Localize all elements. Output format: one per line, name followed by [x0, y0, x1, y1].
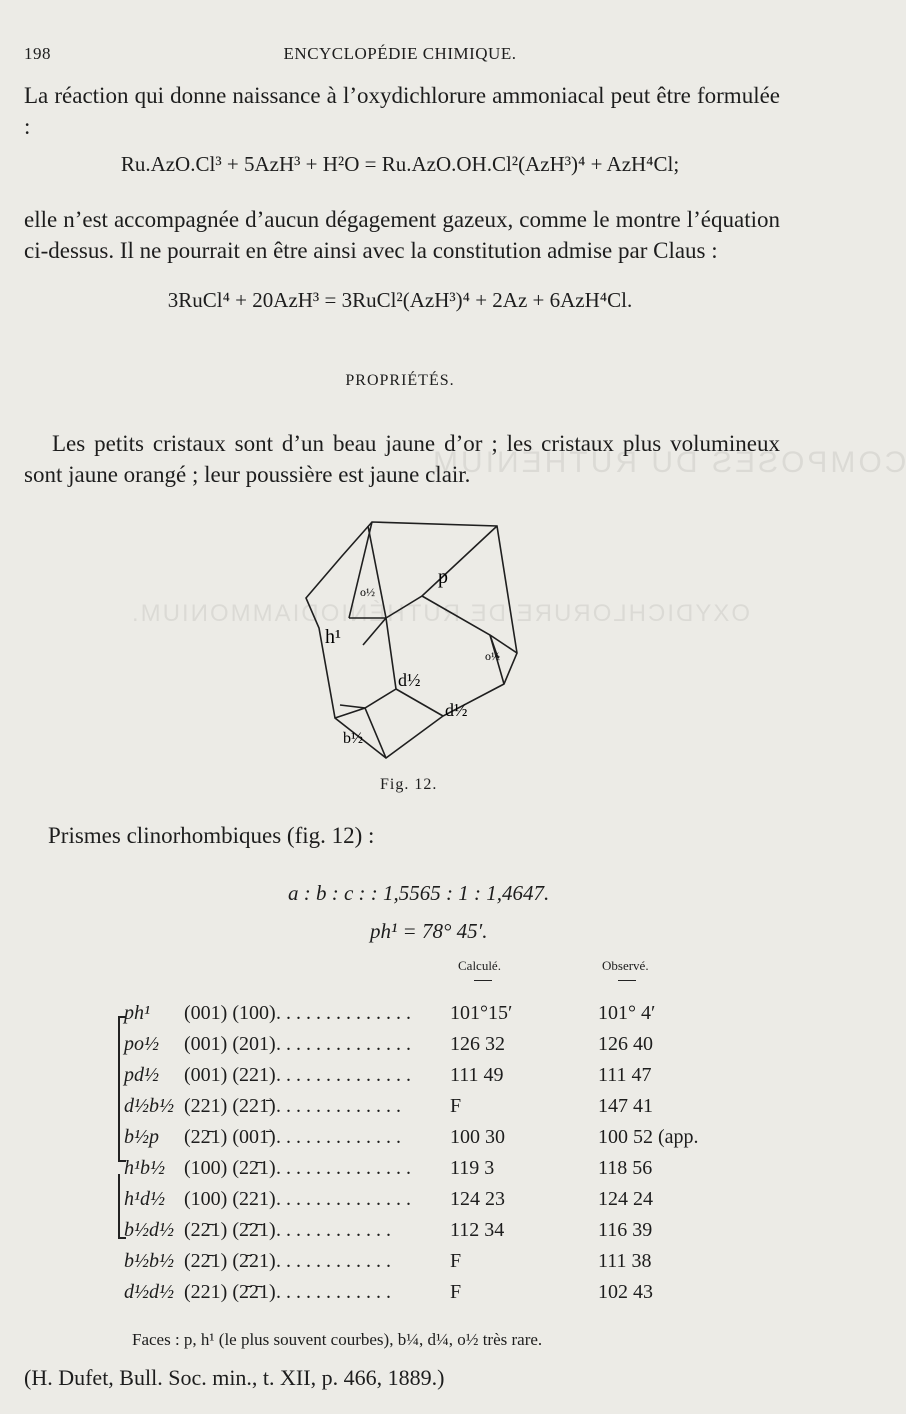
face-label-h1: h¹ — [325, 626, 341, 648]
miller-indices: (221) (221̄) — [184, 1095, 276, 1117]
calculated-value: F — [450, 1095, 462, 1117]
observed-value: 111 47 — [598, 1064, 652, 1086]
observed-value: 100 52 (app. — [598, 1126, 699, 1148]
calculated-value: 111 49 — [450, 1064, 504, 1086]
face-label-o-half-top: o½ — [360, 585, 375, 599]
faces-note: Faces : p, h¹ (le plus souvent courbes), b¼, d¼, o½ très rare. — [132, 1330, 543, 1349]
axial-ratio: a : b : c : : 1,5565 : 1 : 1,4647. — [288, 881, 550, 905]
observed-value: 126 40 — [598, 1033, 653, 1055]
face-pair: po½ — [124, 1033, 159, 1055]
miller-indices: (001) (201) — [184, 1033, 276, 1055]
face-pair: b½d½ — [124, 1219, 174, 1241]
table-row — [124, 1002, 784, 1033]
face-pair: b½b½ — [124, 1250, 174, 1272]
face-label-p: p — [438, 566, 448, 588]
face-pair: d½d½ — [124, 1281, 174, 1303]
equation-2: 3RuCl⁴ + 20AzH³ = 3RuCl²(AzH³)⁴ + 2Az + 6AzH⁴Cl. — [167, 288, 633, 312]
column-header-calculated: Calculé. — [458, 958, 501, 973]
miller-indices: (001) (100) — [184, 1002, 276, 1024]
column-header-observed: Observé. — [602, 958, 649, 973]
table-row — [124, 1188, 784, 1219]
miller-indices: (22̄1) (2̄21) — [184, 1250, 276, 1272]
face-label-b-half: b½ — [343, 730, 363, 747]
miller-indices: (001) (221) — [184, 1064, 276, 1086]
leader-dots: . . . . . . . . . . . . . . — [276, 1064, 411, 1086]
face-label-d-half-center: d½ — [398, 670, 421, 690]
crystal-intro: Prismes clinorhombiques (fig. 12) : — [48, 823, 375, 848]
miller-indices: (100) (22̄1) — [184, 1157, 276, 1179]
crystal-figure — [290, 508, 530, 770]
calculated-value: 100 30 — [450, 1126, 505, 1148]
leader-dots: . . . . . . . . . . . . — [276, 1219, 391, 1241]
leader-dots: . . . . . . . . . . . . . . — [276, 1002, 411, 1024]
page-number: 198 — [24, 44, 51, 63]
observed-value: 147 41 — [598, 1095, 653, 1117]
bleed-through-subheading: OXYDICHLORURE DE RUTHÉNIODIAMMONIUM. — [130, 600, 751, 627]
calculated-value: 119 3 — [450, 1157, 495, 1179]
table-row — [124, 1250, 784, 1281]
leader-dots: . . . . . . . . . . . . . . — [276, 1188, 411, 1210]
calculated-value: 101°15′ — [450, 1002, 513, 1024]
equation-1: Ru.AzO.Cl³ + 5AzH³ + H²O = Ru.AzO.OH.Cl²(AzH³)⁴ + AzH⁴Cl; — [120, 152, 680, 176]
properties-paragraph: Les petits cristaux sont d’un beau jaune d’or ; les cristaux plus volumineux sont jaune orangé ; leur poussière est jaune clair. — [24, 431, 780, 487]
intro-paragraph: La réaction qui donne naissance à l’oxydichlorure ammoniacal peut être formulée : — [24, 83, 780, 139]
table-row — [124, 1219, 784, 1250]
leader-dots: . . . . . . . . . . . . . . — [276, 1157, 411, 1179]
leader-dots: . . . . . . . . . . . . . — [276, 1126, 401, 1148]
table-row — [124, 1095, 784, 1126]
face-pair: b½p — [124, 1126, 159, 1148]
running-title: ENCYCLOPÉDIE CHIMIQUE. — [283, 44, 517, 63]
leader-dots: . . . . . . . . . . . . — [276, 1250, 391, 1272]
observed-value: 102 43 — [598, 1281, 653, 1303]
face-label-o-half-right: o½ — [485, 649, 500, 663]
calculated-value: 124 23 — [450, 1188, 505, 1210]
table-row — [124, 1157, 784, 1188]
bleed-through-heading: COMPOSÉS DU RUTHÉNIUM — [430, 446, 906, 479]
observed-value: 118 56 — [598, 1157, 653, 1179]
face-pair: pd½ — [124, 1064, 159, 1086]
face-pair: h¹d½ — [124, 1188, 165, 1210]
face-pair: ph¹ — [124, 1002, 150, 1024]
leader-dots: . . . . . . . . . . . . — [276, 1281, 391, 1303]
section-heading: PROPRIÉTÉS. — [345, 372, 455, 389]
column-rule-observed — [618, 980, 636, 981]
miller-indices: (22̄1) (2̄2̄1) — [184, 1219, 276, 1241]
face-pair: h¹b½ — [124, 1157, 165, 1179]
column-rule-calculated — [474, 980, 492, 981]
calculated-value: F — [450, 1281, 462, 1303]
observed-value: 116 39 — [598, 1219, 653, 1241]
ph1-angle: ph¹ = 78° 45′. — [370, 919, 488, 943]
miller-indices: (221) (2̄2̄1) — [184, 1281, 276, 1303]
miller-indices: (22̄1) (001̄) — [184, 1126, 276, 1148]
observed-value: 124 24 — [598, 1188, 653, 1210]
calculated-value: 112 34 — [450, 1219, 505, 1241]
bibliographic-reference: (H. Dufet, Bull. Soc. min., t. XII, p. 466, 1889.) — [24, 1365, 445, 1390]
calculated-value: 126 32 — [450, 1033, 505, 1055]
face-label-d-half-lower: d½ — [445, 700, 468, 720]
leader-dots: . . . . . . . . . . . . . . — [276, 1033, 411, 1055]
observed-value: 101° 4′ — [598, 1002, 656, 1024]
leader-dots: . . . . . . . . . . . . . — [276, 1095, 401, 1117]
calculated-value: F — [450, 1250, 462, 1272]
observed-value: 111 38 — [598, 1250, 652, 1272]
table-row — [124, 1126, 784, 1157]
figure-caption: Fig. 12. — [380, 776, 438, 793]
angle-table — [124, 1002, 784, 1322]
intro-paragraph-2: elle n’est accompagnée d’aucun dégagement gazeux, comme le montre l’équation ci-dessus. Il ne pourrait en être ainsi avec la constitution admise par Claus : — [24, 207, 780, 263]
table-row — [124, 1033, 784, 1064]
table-row — [124, 1281, 784, 1312]
face-pair: d½b½ — [124, 1095, 174, 1117]
miller-indices: (100) (221) — [184, 1188, 276, 1210]
table-row — [124, 1064, 784, 1095]
